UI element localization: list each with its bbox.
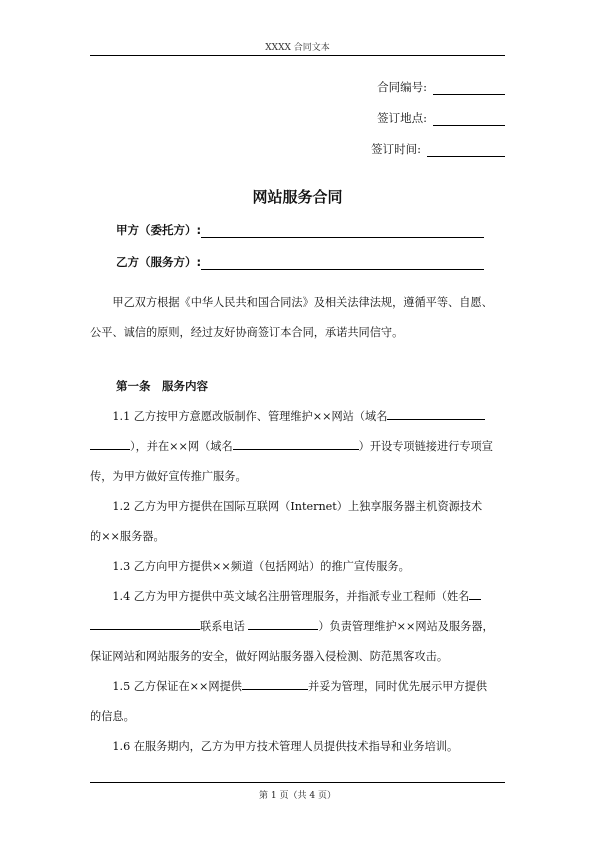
sign-place-label: 签订地点: <box>377 111 427 125</box>
sign-time-blank <box>427 143 505 157</box>
domain-blank-1-cont <box>90 437 130 450</box>
contract-no-row <box>377 79 505 95</box>
clause-1-5-text-c: 的信息。 <box>90 710 135 723</box>
clause-1-1-text-a: 1.1 乙方按甲方意愿改版制作、管理维护××网站（域名 <box>112 410 388 423</box>
engineer-name-blank <box>469 587 481 600</box>
domain-blank-2 <box>233 437 359 450</box>
party-a-label: 甲方（委托方）: <box>116 223 202 237</box>
clause-1-1-text-d: 传，为甲方做好宣传推广服务。 <box>90 470 247 483</box>
provide-blank <box>242 677 308 690</box>
clause-1-2 <box>90 492 505 552</box>
clause-1-1-text-b: ），并在××网（域名 <box>130 440 233 453</box>
footer-rule <box>90 782 505 783</box>
domain-blank-1 <box>387 407 485 420</box>
party-b-row <box>116 254 484 270</box>
preamble-line-1: 甲乙双方根据《中华人民共和国合同法》及相关法律法规，遵循平等、自愿、 <box>112 296 493 309</box>
clause-1-2-text-b: 的××服务器。 <box>90 530 165 543</box>
clause-1-5 <box>90 672 505 732</box>
clause-1-4 <box>90 582 505 672</box>
header-rule <box>90 55 505 56</box>
header-title: XXXX 合同文本 <box>265 43 330 53</box>
clause-1-6: 1.6 在服务期内，乙方为甲方技术管理人员提供技术指导和业务培训。 <box>112 740 459 753</box>
clause-1-4-text-d: 保证网站和网站服务的安全，做好网站服务器入侵检测、防范黑客攻击。 <box>90 650 449 663</box>
party-a-blank <box>201 224 484 238</box>
phone-blank <box>248 617 318 630</box>
party-a-row <box>116 222 484 238</box>
clause-1-4-text-a: 1.4 乙方为甲方提供中英文域名注册管理服务，并指派专业工程师（姓名 <box>112 590 470 603</box>
engineer-name-blank-cont <box>90 617 200 630</box>
clause-1-4-text-c: ）负责管理维护××网站及服务器， <box>318 620 494 633</box>
sign-place-blank <box>433 112 505 126</box>
document-title: 网站服务合同 <box>252 188 343 206</box>
clause-1-1 <box>90 402 505 492</box>
clause-1-2-text-a: 1.2 乙方为甲方提供在国际互联网（Internet）上独享服务器主机资源技术 <box>112 500 483 513</box>
sign-place-row <box>377 110 505 126</box>
clause-1-4-text-b: 联系电话 <box>200 620 245 633</box>
page-number: 第 1 页（共 4 页） <box>259 791 336 801</box>
party-b-label: 乙方（服务方）: <box>116 255 202 269</box>
clause-1-3: 1.3 乙方向甲方提供××频道（包括网站）的推广宣传服务。 <box>112 560 410 573</box>
party-b-blank <box>201 256 484 270</box>
clause-1-5-text-b: 并妥为管理，同时优先展示甲方提供 <box>308 680 488 693</box>
sign-time-label: 签订时间: <box>371 142 421 156</box>
contract-no-blank <box>433 81 505 95</box>
sign-time-row <box>371 141 505 157</box>
clause-1-1-text-c: ）开设专项链接进行专项宣 <box>358 440 493 453</box>
clause-1-5-text-a: 1.5 乙方保证在××网提供 <box>112 680 242 693</box>
preamble-line-2: 公平、诚信的原则，经过友好协商签订本合同，承诺共同信守。 <box>90 326 404 339</box>
contract-no-label: 合同编号: <box>377 80 427 94</box>
section-1-body <box>90 402 505 762</box>
section-heading: 第一条 服务内容 <box>116 379 208 393</box>
preamble <box>90 288 505 348</box>
